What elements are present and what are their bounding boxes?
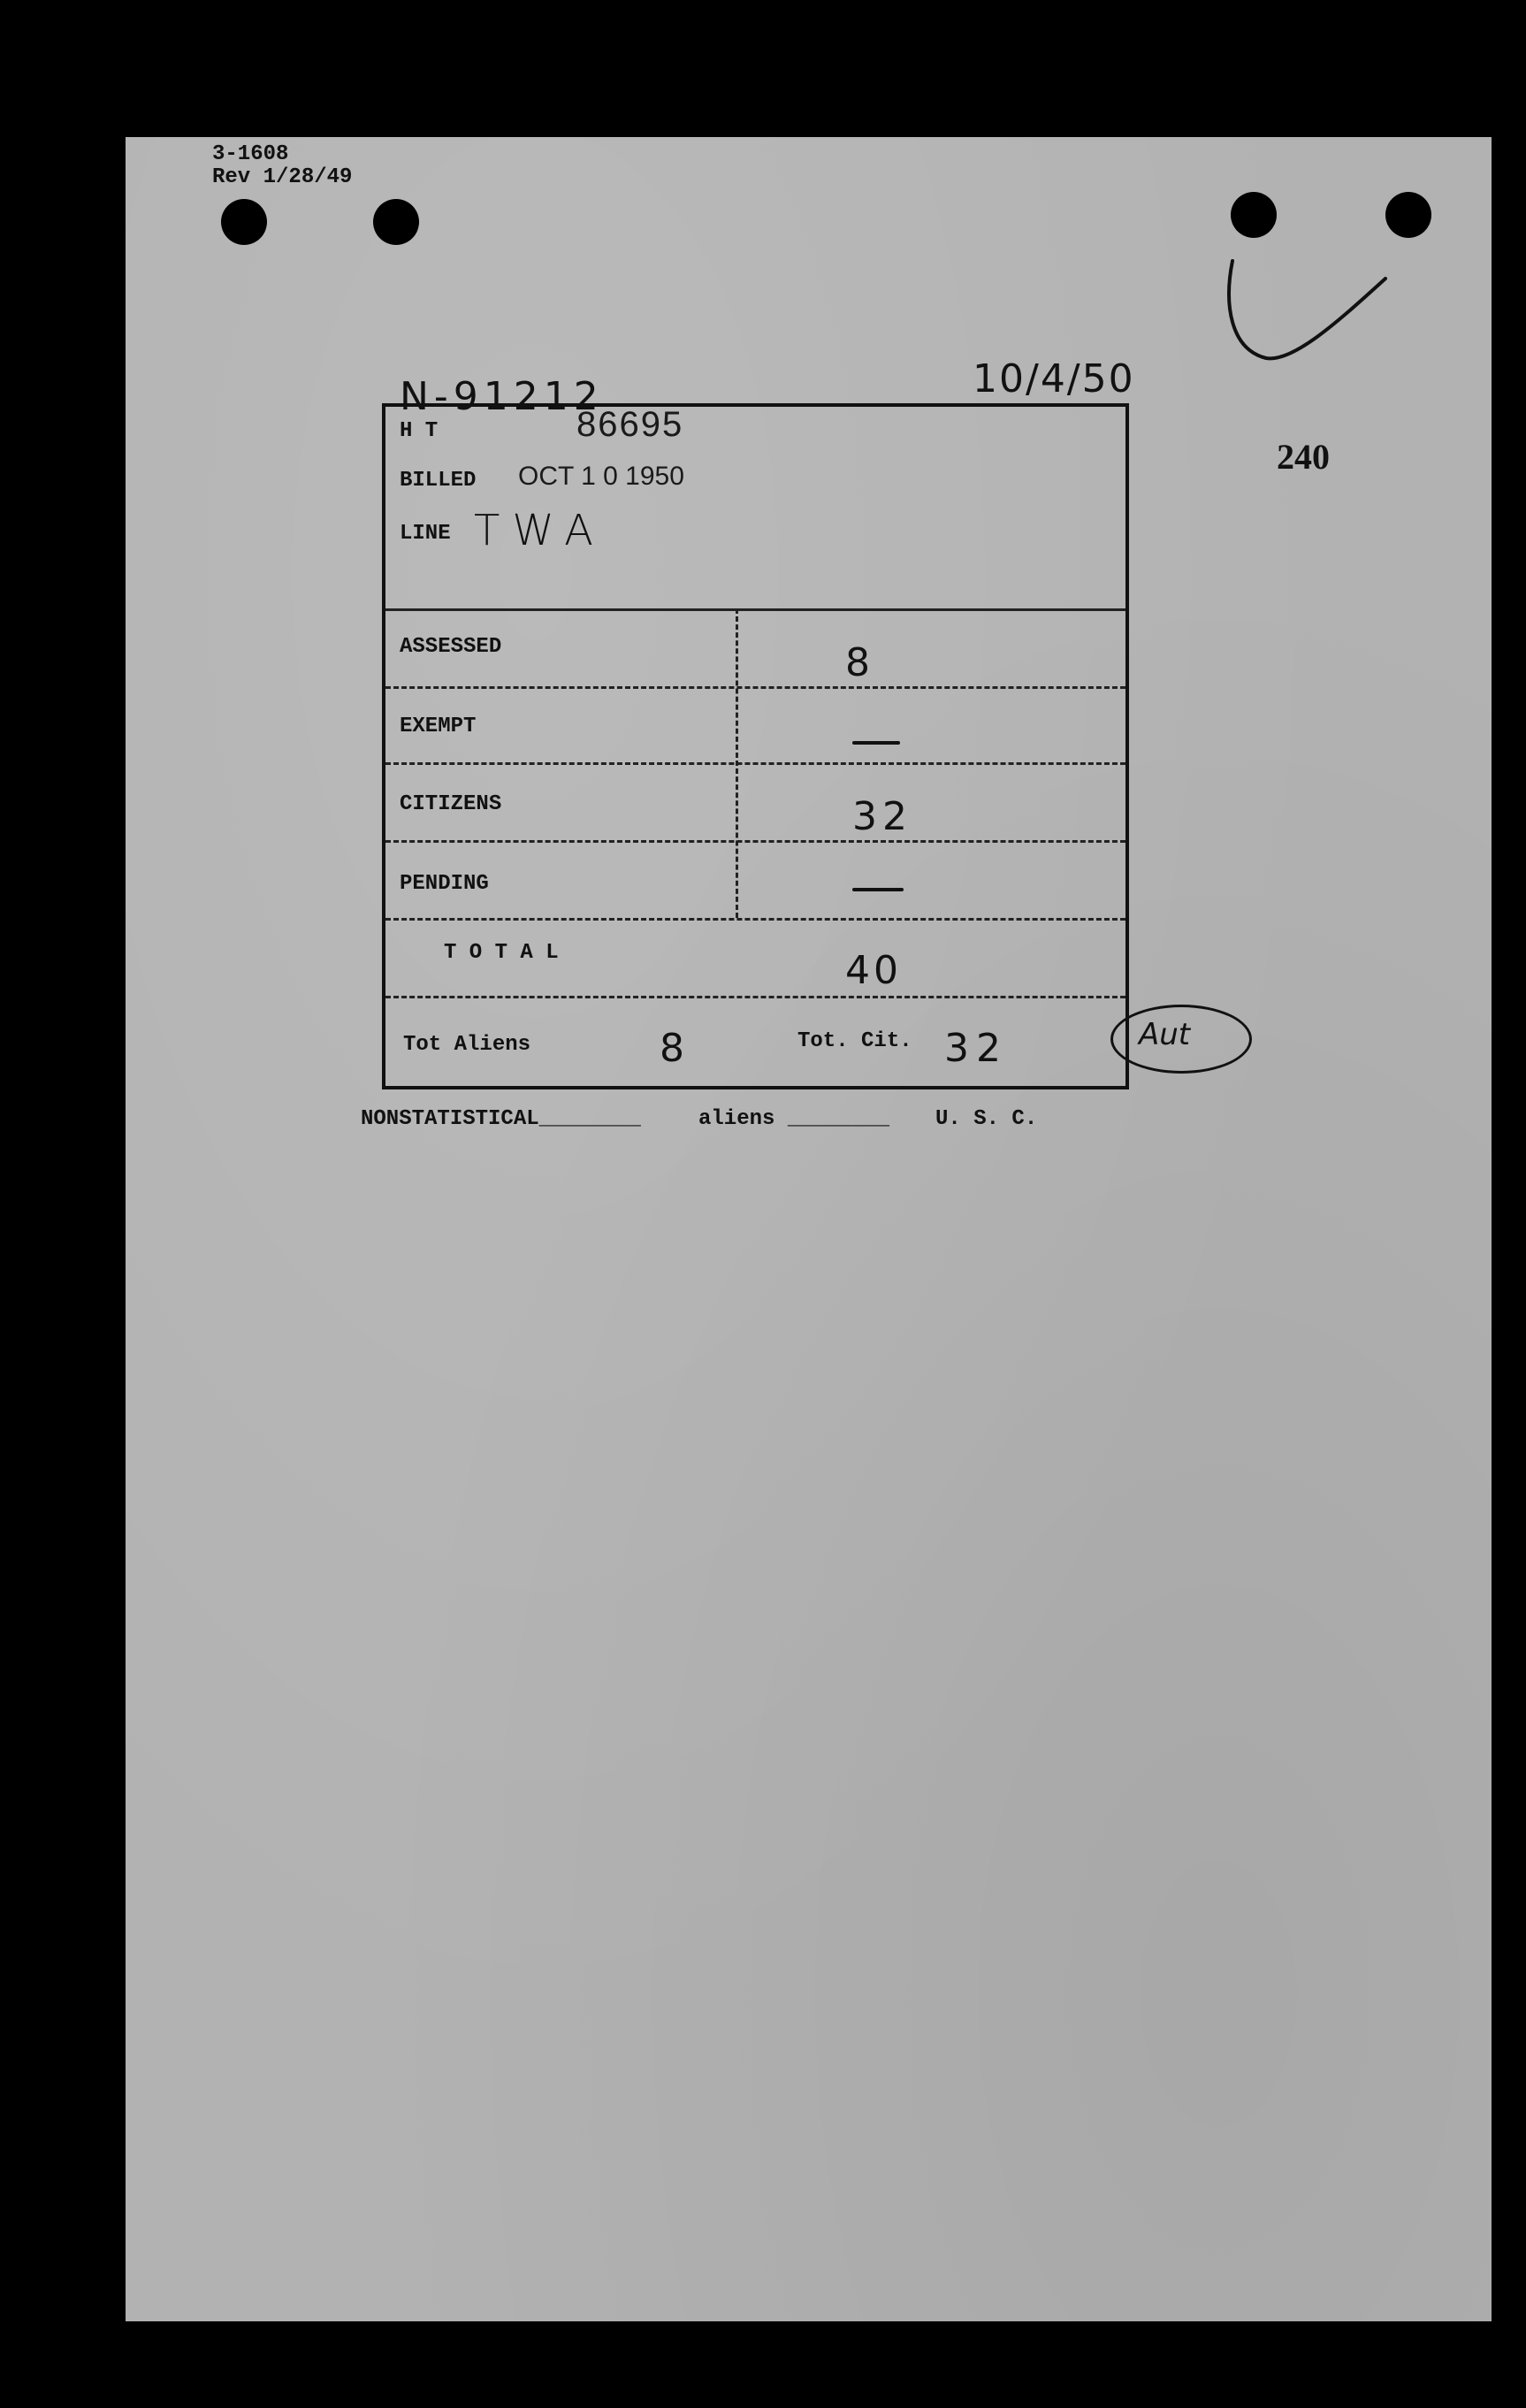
- file-number: N-91212: [400, 374, 604, 419]
- divider: [385, 918, 1125, 921]
- billed-label: BILLED: [400, 469, 477, 493]
- line-label: LINE: [400, 522, 451, 546]
- divider: [385, 608, 1125, 611]
- row-label-exempt: EXEMPT: [400, 715, 477, 738]
- punch-hole-icon: [221, 199, 267, 245]
- tally-form: [382, 403, 1129, 1089]
- tot-cit-label: Tot. Cit.: [797, 1029, 912, 1053]
- page-number: 240: [1277, 437, 1330, 477]
- usc-label: U. S. C.: [935, 1107, 1038, 1131]
- tot-cit-value: 32: [944, 1026, 1008, 1071]
- aliens-label: aliens ________: [698, 1107, 890, 1131]
- row-value-exempt-dash: [852, 741, 900, 745]
- tot-aliens-value: 8: [660, 1026, 684, 1071]
- ht-value: 86695: [576, 405, 684, 444]
- row-value-pending-dash: [852, 888, 904, 891]
- punch-hole-icon: [373, 199, 419, 245]
- total-label: T O T A L: [444, 941, 559, 965]
- row-label-assessed: ASSESSED: [400, 635, 502, 659]
- line-value: TWA: [474, 506, 606, 555]
- divider: [385, 996, 1125, 998]
- billed-stamp: OCT 1 0 1950: [518, 462, 684, 491]
- form-code-line2: Rev 1/28/49: [212, 165, 353, 189]
- divider: [385, 762, 1125, 765]
- row-value-assessed: 8: [845, 640, 870, 685]
- document-date: 10/4/50: [973, 356, 1135, 401]
- column-divider: [736, 608, 738, 918]
- tot-aliens-label: Tot Aliens: [403, 1033, 531, 1057]
- divider: [385, 840, 1125, 843]
- nonstatistical-label: NONSTATISTICAL________: [361, 1107, 641, 1131]
- row-label-pending: PENDING: [400, 872, 489, 896]
- checkmark-icon: [1222, 226, 1399, 367]
- total-value: 40: [845, 948, 902, 993]
- initials: Aut: [1139, 1017, 1191, 1052]
- row-label-citizens: CITIZENS: [400, 792, 502, 816]
- row-value-citizens: 32: [852, 794, 912, 839]
- divider: [385, 686, 1125, 689]
- ht-label: H T: [400, 419, 439, 443]
- form-code-line1: 3-1608: [212, 142, 289, 166]
